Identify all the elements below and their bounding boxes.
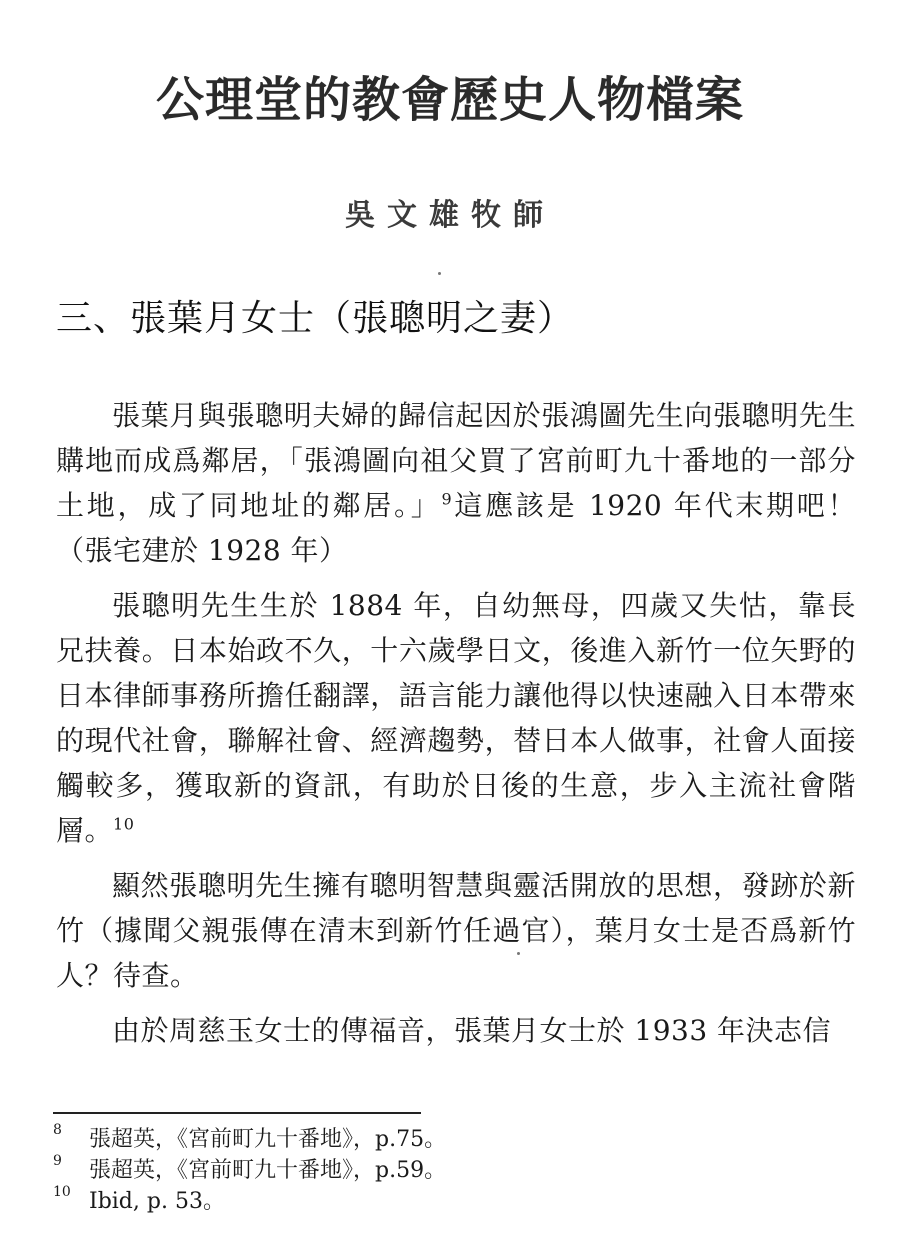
paragraph-1-text-a: 張葉月與張聰明夫婦的歸信起因於張鴻圖先生向張聰明先生購地而成爲鄰居，「張鴻圖向祖父買了宮前町九十番地的一部分土地，成了同地址的鄰居。」 <box>56 399 856 522</box>
footnote-item <box>53 1155 833 1186</box>
paragraph-2 <box>56 583 856 853</box>
footnote-text: 張超英，《宮前町九十番地》，p.59。 <box>89 1158 447 1183</box>
footnotes <box>53 1124 833 1217</box>
footnote-item <box>53 1124 833 1155</box>
footnote-text: Ibid, p. 53。 <box>89 1189 225 1214</box>
paragraph-3: 顯然張聰明先生擁有聰明智慧與靈活開放的思想，發跡於新竹（據聞父親張傳在清末到新竹任過官），葉月女士是否爲新竹人？待查。 <box>56 869 856 992</box>
page-title: 公理堂的教會歷史人物檔案 <box>155 72 744 128</box>
footnote-text: 張超英，《宮前町九十番地》，p.75。 <box>89 1127 447 1152</box>
paragraph-4: 由於周慈玉女士的傳福音，張葉月女士於 1933 年決志信 <box>112 1014 832 1047</box>
paragraph-1-text-b: 這應該是 1920 年代末期吧！（張宅建於 1928 年） <box>56 489 856 567</box>
paragraph-2-text: 張聰明先生生於 1884 年，自幼無母，四歲又失怙，靠長兄扶養。日本始政不久，十六歲學日文，後進入新竹一位矢野的日本律師事務所擔任翻譯，語言能力讓他得以快速融入日本帶來的現代社會，聯解社會、經濟趨勢，替日本人做事，社會人面接觸較多，獲取新的資訊，有助於日後的生意，步入主流社會階層。 <box>56 589 856 847</box>
footnote-ref-10: 10 <box>113 814 135 834</box>
scan-speck <box>517 952 520 955</box>
footnote-number: 9 <box>53 1153 62 1169</box>
scan-speck <box>438 272 441 275</box>
footnote-ref-9: 9 <box>441 489 453 509</box>
footnote-number: 8 <box>53 1122 62 1138</box>
footnote-divider <box>53 1112 421 1114</box>
paragraph-1 <box>56 393 856 573</box>
footnote-item <box>53 1186 833 1217</box>
body-text <box>56 393 856 1063</box>
author-name: 吳文雄牧師 <box>345 198 555 233</box>
footnote-number: 10 <box>53 1184 71 1200</box>
section-heading: 三、張葉月女士（張聰明之妻） <box>56 298 575 339</box>
